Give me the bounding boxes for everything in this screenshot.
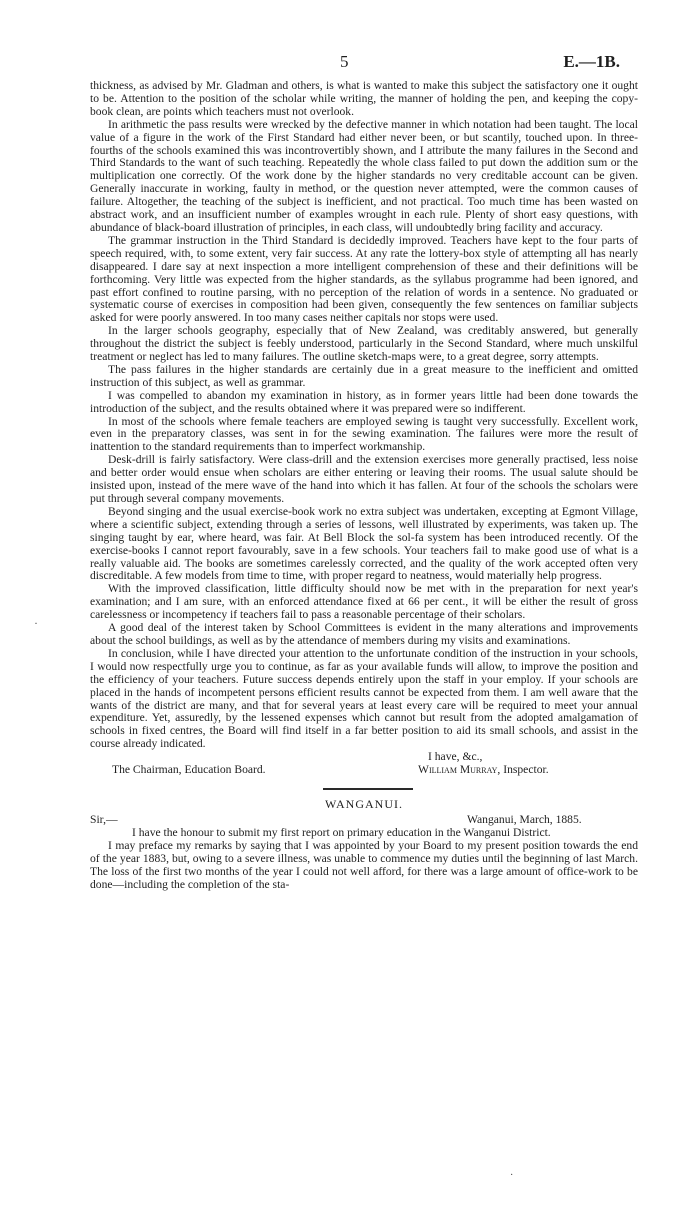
paragraph-classification: With the improved classification, little difficulty should now be met with in the preparation for next year's examination; and I am sure, with an enforced attendance fixed at 66 per cent., it will be either the result of gross carelessness or incompetency if teachers fail to pass a reasonable percentage of their scholars. xyxy=(90,582,638,622)
paragraph-pass-failures: The pass failures in the higher standards are certainly due in a great measure to the inefficient and omitted instruction of this subject, as well as grammar. xyxy=(90,362,638,389)
paragraph-drill: Desk-drill is fairly satisfactory. Were class-drill and the extension exercises more generally practised, less noise and better order would ensue when scholars are either entering or leaving their rooms. The usual salute should be insisted upon, instead of the mere wave of the hand into which it has fallen. At four of the schools the scholars were put through several company movements. xyxy=(90,453,638,505)
section-divider xyxy=(323,788,413,790)
addressee: The Chairman, Education Board. xyxy=(112,763,266,777)
page-header xyxy=(90,52,620,72)
paragraph-history: I was compelled to abandon my examination in history, as in former years little had been done towards the introduction of the subject, and the results obtained where it was prepared were so indifferent. xyxy=(90,388,638,415)
paragraph-grammar: The grammar instruction in the Third Standard is decidedly improved. Teachers have kept to the four parts of speech required, with, to some extent, very fair success. At any rate the lottery-box style of attempting all has nearly disappeared. I dare say at next inspection a more intelligent comprehension of these and their definitions will be forthcoming. Very little was expected from the higher standards, as the syllabus programme had been ignored, and past effort confined to routine parsing, with no perception of the relation of words in a sentence. No graduated or systematic course of exercises in composition had been given, consequently the few sentences on familiar subjects asked for were poorly answered. In too many cases neither capitals nor stops were used. xyxy=(90,233,638,325)
paragraph-committees: A good deal of the interest taken by School Committees is evident in the many alterations and improvements about the school buildings, as well as by the attendance of members during my visits and examinations. xyxy=(90,621,638,647)
salutation: Sir,— xyxy=(90,813,118,827)
paragraph-writing: thickness, as advised by Mr. Gladman and others, is what is wanted to make this subject the satisfactory one it ought to be. Attention to the position of the scholar while writing, the manner of holding the pen, and keeping the copy-book clean, are points which teachers must not overlook. xyxy=(90,79,638,118)
report-body xyxy=(90,80,638,892)
dateline: Wanganui, March, 1885. xyxy=(467,813,582,827)
paragraph-arithmetic: In arithmetic the pass results were wrecked by the defective manner in which notation had been taught. The local value of a figure in the work of the First Standard had either never been, or but scantily, touched upon. In three-fourths of the schools examined this was incontrovertibly shown, and I attribute the many failures in the Second and Third Standards to the want of such teaching. Repeatedly the whole class failed to put down the addition sum or the multiplication one correctly. Of the work done by the higher standards no very creditable account can be given. Generally inaccurate in working, faulty in method, or the question never attempted, were the common causes of failure. Altogether, the teaching of the subject is inefficient, and not practical. Too much time has been wasted on abstract work, and an insufficient number of examples wrought in each rule. Plenty of short easy questions, with abundance of black-board illustration of principles, in each class, will undoubtedly bring facility and accuracy. xyxy=(90,117,638,234)
signatory-title: , Inspector. xyxy=(497,763,549,777)
paragraph-conclusion: In conclusion, while I have directed your attention to the unfortunate condition of the instruction in your schools, I would now respectfully urge you to continue, as far as your available funds will allow, to improve the position and the efficiency of your teachers. Future success depends entirely upon the staff in your employ. If your schools are placed in the hands of incompetent persons efficient results cannot be expected from them. I am well aware that the wants of the district are many, and that for several years at least every care will be required to meet your annual expenditure. Yet, assuredly, by the lessened expenses which cannot but result from the adopted amalgamation of schools in fixed centres, the Board will find itself in a far better position to aid its small schools, and assist in the course already indicated. xyxy=(90,646,638,751)
paragraph-sewing: In most of the schools where female teachers are employed sewing is taught very successfully. Excellent work, even in the preparatory classes, was sent in for the sewing examination. The failures were more the result of inattention to the standard requirements than to imperfect workmanship. xyxy=(90,414,638,454)
signatory-name: William Murray xyxy=(418,763,498,777)
signatory xyxy=(418,764,549,777)
paragraph-preface: I may preface my remarks by saying that I was appointed by your Board to my present position towards the end of the year 1883, but, owing to a severe illness, was unable to commence my duties until the beginning of last March. The loss of the first two months of the year I could not well afford, for there was a large amount of office-work to be done—including the completion of the sta- xyxy=(90,838,638,891)
salutation-line xyxy=(90,814,638,827)
page-number: 5 xyxy=(340,52,349,71)
paragraph-extra-subjects: Beyond singing and the usual exercise-book work no extra subject was undertaken, excepting at Egmont Village, where a scientific subject, extending through a series of lessons, well illustrated by experiments, was taken up. The singing taught by ear, where heard, was fair. At Bell Block the sol-fa system has been introduced recently. Of the exercise-books I cannot report favourably, save in a few schools. Your teachers fail to make good use of what is a really valuable aid. The books are sometimes carelessly corrected, and the quality of the work accepted often very discreditable. A few models from time to time, with proper regard to neatness, would materially help progress. xyxy=(90,504,638,583)
closing-text: I have, &c., xyxy=(428,750,483,764)
page-mark: · xyxy=(510,1170,514,1181)
signature-line xyxy=(90,764,638,779)
section-title: WANGANUI. xyxy=(325,797,403,812)
margin-mark: · xyxy=(34,616,38,630)
paragraph-introduction: I have the honour to submit my first report on primary education in the Wanganui District. xyxy=(132,826,551,840)
document-reference: E.—1B. xyxy=(563,52,620,71)
paragraph-geography: In the larger schools geography, especially that of New Zealand, was creditably answered, but generally throughout the district the subject is feebly understood, particularly in the Second Standard, where much unskilful treatment or neglect has led to many failures. The outline sketch-maps were, to a great degree, sorry attempts. xyxy=(90,324,638,364)
